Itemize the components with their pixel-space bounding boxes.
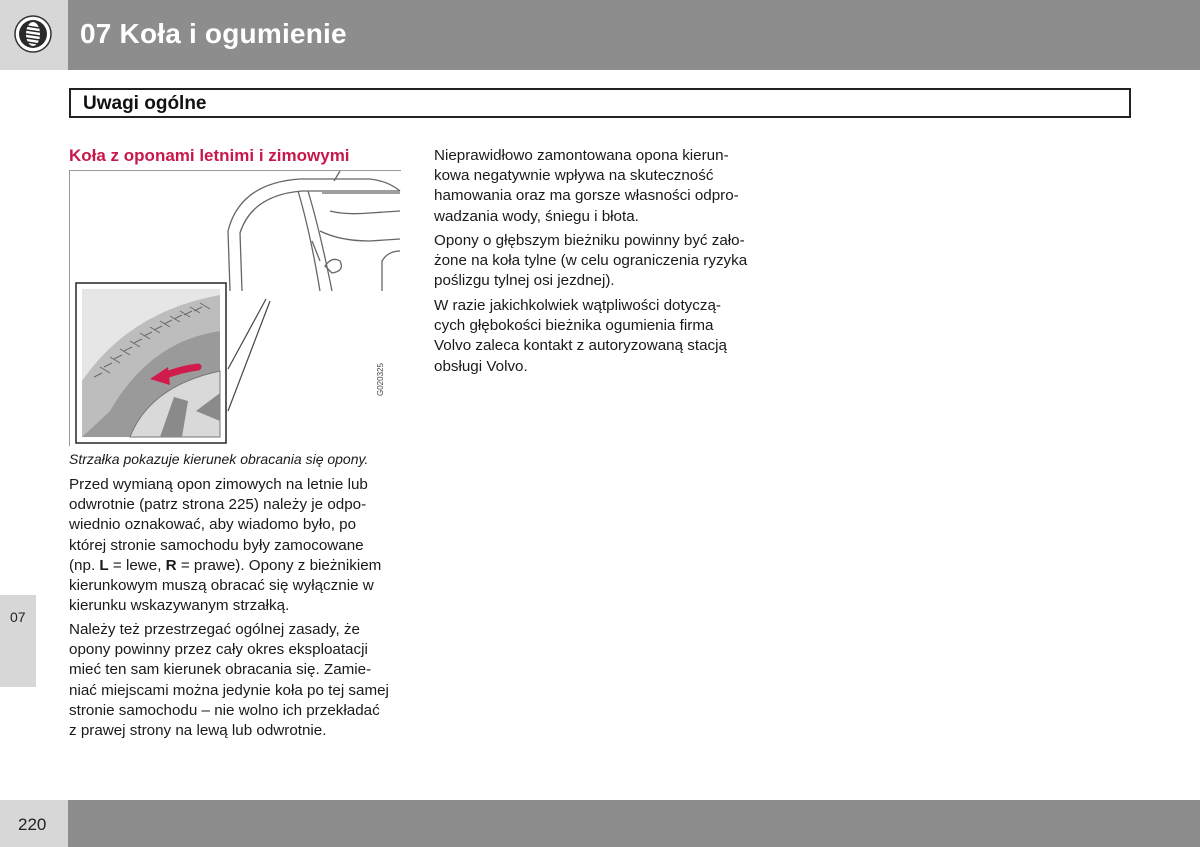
illustration-drawing [70,171,402,447]
text-line: Volvo zaleca kontakt z autoryzowaną stacją [434,337,727,355]
footer-bar [68,800,1200,847]
text-line: obsługi Volvo. [434,357,528,375]
text-line: Należy też przestrzegać ogólnej zasady, że [69,621,360,638]
text-line: mieć ten sam kierunek obracania się. Zamie- [69,661,372,679]
text-line: poślizgu tylnej osi jezdnej). [434,272,615,290]
paragraph-incorrect-mounting [434,146,764,227]
tire-rotation-illustration [69,170,401,446]
chapter-side-tab [0,595,36,687]
text-line: Nieprawidłowo zamontowana opona kierun- [434,147,729,164]
chapter-title: 07 Koła i ogumienie [80,18,347,49]
figure-code: G020325 [376,363,385,396]
text-fragment: = lewe, [108,556,166,574]
section-title: Uwagi ogólne [83,93,207,114]
text-line: stronie samochodu – nie wolno ich przekładać [69,701,380,719]
text-line: niać miejscami można jedynie koła po tej samej [69,681,389,699]
text-line: żone na koła tylne (w celu ograniczenia ryzyka [434,252,748,270]
text-fragment: (np. [69,556,100,574]
tire-icon [14,15,52,53]
text-line: W razie jakichkolwiek wątpliwości dotyczą- [434,297,721,314]
text-line: hamowania oraz ma gorsze własności odpro- [434,187,739,205]
paragraph-volvo-contact [434,296,764,377]
paragraph-marking-tires [69,475,399,616]
text-line: cych głębokości bieżnika ogumienia firma [434,317,714,335]
text-line [69,556,399,576]
text-line: Przed wymianą opon zimowych na letnie lub [69,476,368,493]
text-line: której stronie samochodu były zamocowane [69,536,364,554]
paragraph-rotation-rule [69,620,399,741]
text-line: z prawej strony na lewą lub odwrotnie. [69,722,327,740]
text-line: kowa negatywnie wpływa na skuteczność [434,167,714,185]
subheading: Koła z oponami letnimi i zimowymi [69,146,350,165]
figure-caption: Strzałka pokazuje kierunek obracania się opony. [69,451,369,467]
bold-left-marker: L [99,556,109,574]
text-line: wiednio oznakować, aby wiadomo było, po [69,516,357,534]
page-number: 220 [18,815,47,834]
text-fragment: = prawe). Opony z bieżnikiem [176,556,382,574]
paragraph-deeper-tread [434,231,764,292]
text-line: wadzania wody, śniegu i błota. [434,207,639,225]
text-line: kierunkowym muszą obracać się wyłącznie w [69,577,374,595]
chapter-tab-label: 07 [10,609,26,625]
text-line: kierunku wskazywanym strzałką. [69,597,290,615]
section-heading-box [69,88,1131,118]
text-line: Opony o głębszym bieżniku powinny być zało- [434,232,745,249]
text-line: odwrotnie (patrz strona 225) należy je odpo- [69,496,367,514]
bold-right-marker: R [165,556,177,574]
text-line: opony powinny przez cały okres eksploatacji [69,641,368,659]
